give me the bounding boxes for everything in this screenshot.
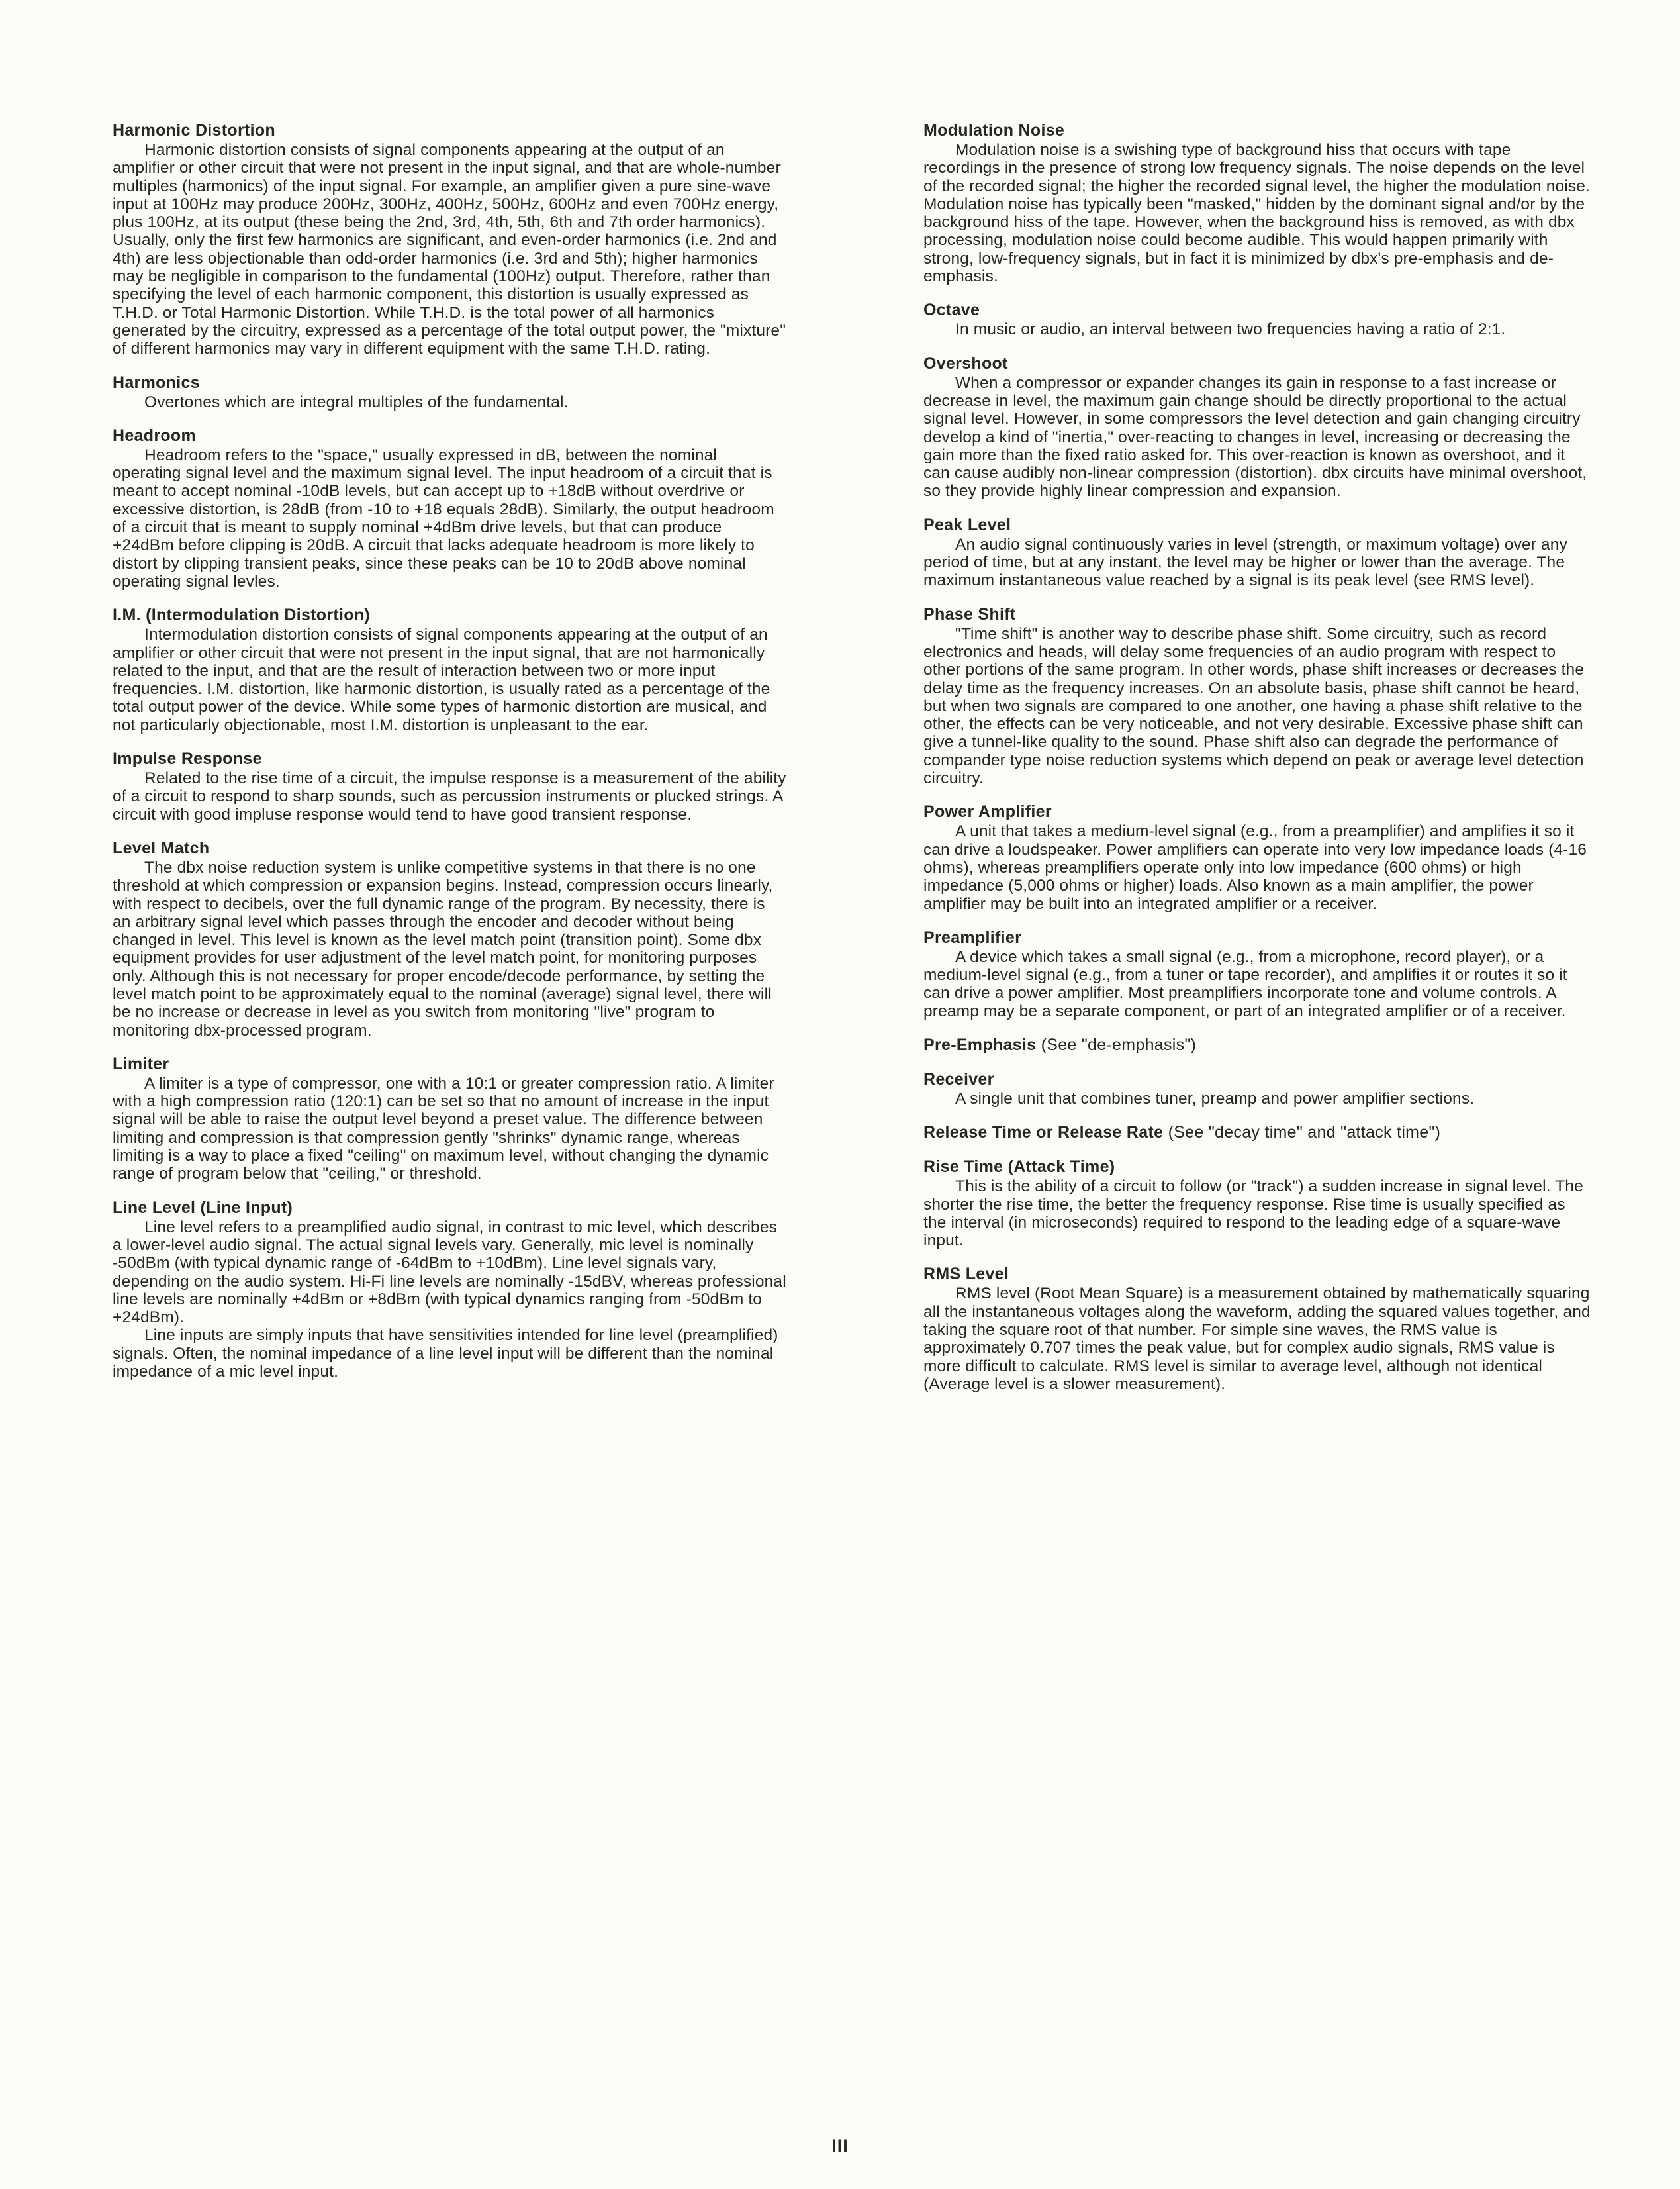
- entry-term: Pre-Emphasis: [923, 1035, 1037, 1054]
- entry-term: Phase Shift: [923, 605, 1016, 624]
- entry-definition: An audio signal continuously varies in level (strength, or maximum voltage) over any period of time, but at any instant, the level may be higher or lower than the average. The maximum instantaneous value reached by a signal is its peak level (see RMS level).: [923, 535, 1567, 590]
- entry-definition: "Time shift" is another way to describe phase shift. Some circuitry, such as record electronics and heads, will delay some frequencies of an audio program with respect to other portions of the same program. In other words, phase shift increases or decreases the delay time as the frequency increases. On an absolute basis, phase shift cannot be heard, but when two signals are compared to one another, one having a phase shift relative to the other, the effects can be very noticeable, and not very desirable. Excessive phase shift can give a tunnel-like quality to the sound. Phase shift also can degrade the performance of compander type noise reduction systems which depend on peak or average level detection circuitry.: [923, 624, 1585, 788]
- glossary-entry-limiter: [113, 1054, 788, 1183]
- entry-term: Harmonic Distortion: [113, 121, 275, 140]
- entry-definition: A single unit that combines tuner, preamp and power amplifier sections.: [955, 1089, 1475, 1108]
- entry-term: Limiter: [113, 1054, 169, 1073]
- entry-term: RMS Level: [923, 1265, 1009, 1284]
- entry-term-line: [923, 1035, 1592, 1055]
- glossary-entry-level-match: [113, 838, 788, 1040]
- glossary-entry-harmonics: [113, 373, 788, 411]
- glossary-entry-pre-emphasis: [923, 1035, 1592, 1055]
- glossary-entry-modulation-noise: [923, 121, 1592, 285]
- entry-term: Impulse Response: [113, 750, 262, 769]
- entry-definition: A unit that takes a medium-level signal (e.g., from a preamplifier) and amplifies it so it can drive a loudspeaker. Power amplifiers can operate into very low impedance loads (4-16 ohms), whereas preamplifiers operate only into low impedance (600 ohms) or high impedance (5,000 ohms or higher) loads. Also known as a main amplifier, the power amplifier may be built into an integrated amplifier or a receiver.: [923, 822, 1587, 913]
- glossary-entry-rise-time: [923, 1157, 1592, 1249]
- entry-definition: This is the ability of a circuit to follow (or "track") a sudden increase in signal level. The shorter the rise time, the better the frequency response. Rise time is usually specified as the interval (in microseconds) required to respond to the leading edge of a square-wave input.: [923, 1177, 1583, 1250]
- entry-definition: Harmonic distortion consists of signal components appearing at the output of an amplifier or other circuit that were not present in the input signal, and that are whole-number multiples (harmonics) of the input signal. For example, an amplifier given a pure sine-wave input at 100Hz may produce 200Hz, 300Hz, 400Hz, 500Hz, 600Hz and even 700Hz energy, plus 100Hz, at its output (these being the 2nd, 3rd, 4th, 5th, 6th and 7th order harmonics). Usually, only the first few harmonics are significant, and even-order harmonics (i.e. 2nd and 4th) are less objectionable than odd-order harmonics (i.e. 3rd and 5th); higher harmonics may be negligible in comparison to the fundamental (100Hz) output. Therefore, rather than specifying the level of each harmonic component, this distortion is usually expressed as T.H.D. or Total Harmonic Distortion. While T.H.D. is the total power of all harmonics generated by the circuitry, expressed as a percentage of the total output power, the "mixture" of different harmonics may vary in different equipment with the same T.H.D. rating.: [113, 141, 786, 358]
- left-column: [113, 121, 788, 1395]
- glossary-entry-release-time: [923, 1122, 1592, 1142]
- glossary-entry-harmonic-distortion: [113, 121, 788, 358]
- entry-term: Level Match: [113, 838, 210, 857]
- glossary-entry-phase-shift: [923, 605, 1592, 788]
- glossary-entry-octave: [923, 300, 1592, 338]
- entry-term-line: [923, 1122, 1592, 1142]
- entry-definition: A limiter is a type of compressor, one with a 10:1 or greater compression ratio. A limiter with a high compression ratio (120:1) can be set so that no amount of increase in the input signal will be able to raise the output level beyond a preset value. The difference between limiting and compression is that compression gently "shrinks" dynamic range, whereas limiting is a way to place a fixed "ceiling" on maximum level, without changing the dynamic range of program below that "ceiling," or threshold.: [113, 1074, 774, 1183]
- entry-term: Octave: [923, 301, 980, 320]
- entry-definition: Overtones which are integral multiples of the fundamental.: [144, 393, 569, 411]
- glossary-entry-headroom: [113, 426, 788, 591]
- entry-term: Headroom: [113, 426, 197, 445]
- right-column: [923, 121, 1592, 1408]
- entry-definition: Headroom refers to the "space," usually expressed in dB, between the nominal operating signal level and the maximum signal level. The input headroom of a circuit that is meant to accept nominal -10dB levels, but can accept up to +18dB without overdrive or excessive distortion, is 28dB (from -10 to +18 equals 28dB). Similarly, the output headroom of a circuit that is meant to supply nominal +4dBm drive levels, but that can produce +24dBm before clipping is 20dB. A circuit that lacks adequate headroom is more likely to distort by clipping transient peaks, since these peaks can be 10 to 20dB above nominal operating signal levles.: [113, 446, 774, 591]
- entry-definition: Line inputs are simply inputs that have sensitivities intended for line level (preamplified) signals. Often, the nominal impedance of a line level input will be different than the nominal impedance of a mic level input.: [113, 1326, 778, 1381]
- entry-cross-reference: (See "de-emphasis"): [1041, 1035, 1197, 1054]
- glossary-entry-line-level: [113, 1198, 788, 1381]
- entry-definition: Modulation noise is a swishing type of background hiss that occurs with tape recordings in the presence of strong low frequency signals. The noise depends on the level of the recorded signal; the higher the recorded signal level, the higher the modulation noise. Modulation noise has typically been "masked," hidden by the dominant signal and/or by the background hiss of the tape. However, when the background hiss is removed, as with dbx processing, modulation noise could become audible. This would happen primarily with strong, low-frequency signals, but in fact it is minimized by dbx's pre-emphasis and de-emphasis.: [923, 141, 1590, 286]
- entry-definition: Intermodulation distortion consists of signal components appearing at the output of an amplifier or other circuit that were not present in the input signal, that are not harmonically related to the input, and that are the result of interaction between two or more input frequencies. I.M. distortion, like harmonic distortion, is usually rated as a percentage of the total output power of the device. While some types of harmonic distortion are musical, and not particularly objectionable, most I.M. distortion is unpleasant to the ear.: [113, 626, 770, 734]
- glossary-entry-receiver: [923, 1069, 1592, 1108]
- entry-definition: Line level refers to a preamplified audio signal, in contrast to mic level, which describes a lower-level audio signal. The actual signal levels vary. Generally, mic level is nominally -50dBm (with typical dynamic range of -64dBm to +10dBm). Line level signals vary, depending on the audio system. Hi-Fi line levels are nominally -15dBV, whereas professional line levels are nominally +4dBm or +8dBm (with typical dynamics ranging from -50dBm to +24dBm).: [113, 1218, 786, 1327]
- entry-cross-reference: (See "decay time" and "attack time"): [1168, 1123, 1441, 1142]
- entry-term: Release Time or Release Rate: [923, 1123, 1164, 1142]
- entry-term: Line Level (Line Input): [113, 1198, 293, 1217]
- entry-term: Modulation Noise: [923, 121, 1065, 140]
- glossary-entry-rms-level: [923, 1264, 1592, 1393]
- page-number: III: [831, 2136, 849, 2156]
- entry-definition: A device which takes a small signal (e.g., from a microphone, record player), or a medium-level signal (e.g., from a tuner or tape recorder), and amplifies it or routes it so it can drive a power amplifier. Most preamplifiers incorporate tone and volume controls. A preamp may be a separate component, or part of an integrated amplifier or of a receiver.: [923, 948, 1567, 1020]
- glossary-entry-peak-level: [923, 515, 1592, 590]
- entry-definition: The dbx noise reduction system is unlike competitive systems in that there is no one threshold at which compression or expansion begins. Instead, compression occurs linearly, with respect to decibels, over the full dynamic range of the program. By necessity, there is an arbitrary signal level which passes through the encoder and decoder without being changed in level. This level is known as the level match point (transition point). Some dbx equipment provides for user adjustment of the level match point, for monitoring purposes only. Although this is not necessary for proper encode/decode performance, by setting the level match point to be approximately equal to the nominal (average) signal level, there will be no increase or decrease in level as you switch from monitoring "live" program to monitoring dbx-processed program.: [113, 858, 773, 1040]
- glossary-entry-impulse-response: [113, 749, 788, 824]
- entry-definition: RMS level (Root Mean Square) is a measurement obtained by mathematically squaring all the instantaneous voltages along the waveform, adding the squared values together, and taking the square root of that number. For simple sine waves, the RMS value is approximately 0.707 times the peak value, but for complex audio signals, RMS value is more difficult to calculate. RMS level is similar to average level, although not identical (Average level is a slower measurement).: [923, 1285, 1591, 1393]
- entry-definition: When a compressor or expander changes its gain in response to a fast increase or decrease in level, the maximum gain change should be directly proportional to the actual signal level. However, in some compressors the level detection and gain changing circuitry develop a kind of "inertia," over-reacting to changes in level, increasing or decreasing the gain more than the fixed ratio asked for. This over-reaction is known as overshoot, and it can cause audibly non-linear compression (distortion). dbx circuits have minimal overshoot, so they provide highly linear compression and expansion.: [923, 373, 1587, 501]
- glossary-entry-overshoot: [923, 354, 1592, 501]
- glossary-entry-power-amplifier: [923, 802, 1592, 912]
- glossary-entry-im-distortion: [113, 605, 788, 734]
- entry-term: Receiver: [923, 1069, 994, 1089]
- entry-term: Rise Time (Attack Time): [923, 1157, 1115, 1177]
- entry-term: Preamplifier: [923, 928, 1022, 947]
- glossary-entry-preamplifier: [923, 928, 1592, 1020]
- entry-term: I.M. (Intermodulation Distortion): [113, 606, 371, 625]
- entry-term: Overshoot: [923, 354, 1008, 373]
- entry-term: Power Amplifier: [923, 803, 1052, 822]
- entry-definition: In music or audio, an interval between two frequencies having a ratio of 2:1.: [955, 320, 1506, 339]
- entry-term: Peak Level: [923, 515, 1011, 534]
- entry-term: Harmonics: [113, 373, 200, 392]
- entry-definition: Related to the rise time of a circuit, the impulse response is a measurement of the ability of a circuit to respond to sharp sounds, such as percussion instruments or plucked strings. A circuit with good impluse response would tend to have good transient response.: [113, 769, 786, 824]
